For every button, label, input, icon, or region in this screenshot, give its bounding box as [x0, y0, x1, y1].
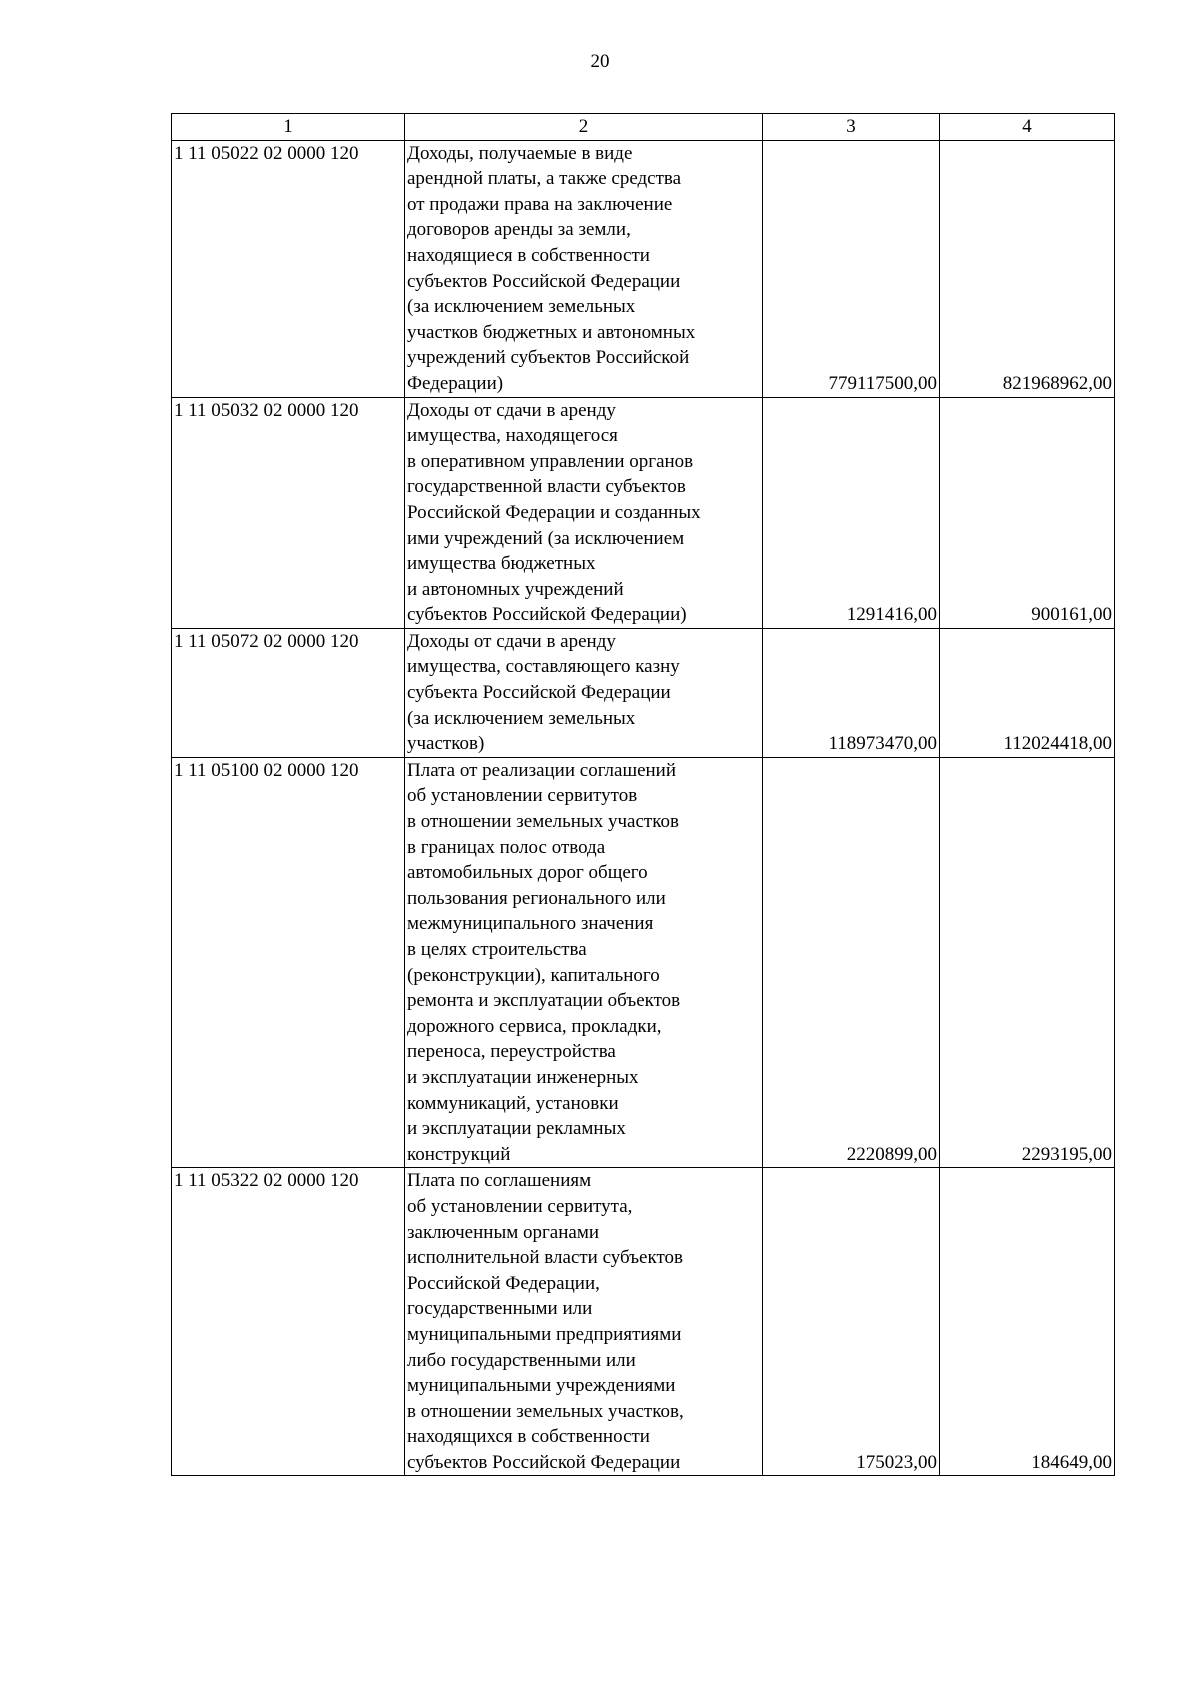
- revenue-name: Доходы от сдачи в аренду имущества, находящегося в оперативном управлении органов государственной власти субъектов Российской Федерации и созданных ими учреждений (за исключением имущества бюджетных и автономных учреждений субъектов Российской Федерации): [405, 397, 763, 628]
- column-header-3: 3: [763, 114, 940, 141]
- revenue-name: Плата от реализации соглашений об установлении сервитутов в отношении земельных участков в границах полос отвода автомобильных дорог общего пользования регионального или межмуниципального значения в целях строительства (реконструкции), капитального ремонта и эксплуатации объектов дорожного сервиса, прокладки, переноса, переустройства и эксплуатации инженерных коммуникаций, установки и эксплуатации рекламных конструкций: [405, 757, 763, 1168]
- amount-col4: 112024418,00: [940, 628, 1115, 757]
- table-row: [172, 1168, 1115, 1476]
- amount-col4: 821968962,00: [940, 140, 1115, 397]
- table-row: [172, 757, 1115, 1168]
- table-row: [172, 140, 1115, 397]
- revenue-code: 1 11 05032 02 0000 120: [172, 397, 405, 628]
- amount-col3: 2220899,00: [763, 757, 940, 1168]
- page-number: 20: [590, 51, 610, 72]
- table-row: [172, 397, 1115, 628]
- amount-col3: 175023,00: [763, 1168, 940, 1476]
- header-row: [172, 114, 1115, 141]
- revenue-name: Доходы от сдачи в аренду имущества, составляющего казну субъекта Российской Федерации (за исключением земельных участков): [405, 628, 763, 757]
- revenue-table: [171, 113, 1115, 1476]
- column-header-4: 4: [940, 114, 1115, 141]
- amount-col3: 1291416,00: [763, 397, 940, 628]
- revenue-code: 1 11 05072 02 0000 120: [172, 628, 405, 757]
- revenue-code: 1 11 05322 02 0000 120: [172, 1168, 405, 1476]
- table-body: [172, 140, 1115, 1476]
- amount-col4: 184649,00: [940, 1168, 1115, 1476]
- amount-col4: 900161,00: [940, 397, 1115, 628]
- revenue-name: Плата по соглашениям об установлении сервитута, заключенным органами исполнительной власти субъектов Российской Федерации, государственными или муниципальными предприятиями либо государственными или муниципальными учреждениями в отношении земельных участков, находящихся в собственности субъектов Российской Федерации: [405, 1168, 763, 1476]
- amount-col4: 2293195,00: [940, 757, 1115, 1168]
- table-header: [172, 114, 1115, 141]
- amount-col3: 118973470,00: [763, 628, 940, 757]
- column-header-2: 2: [405, 114, 763, 141]
- table-row: [172, 628, 1115, 757]
- amount-col3: 779117500,00: [763, 140, 940, 397]
- column-header-1: 1: [172, 114, 405, 141]
- revenue-code: 1 11 05100 02 0000 120: [172, 757, 405, 1168]
- revenue-code: 1 11 05022 02 0000 120: [172, 140, 405, 397]
- revenue-name: Доходы, получаемые в виде арендной платы, а также средства от продажи права на заключение договоров аренды за земли, находящиеся в собственности субъектов Российской Федерации (за исключением земельных участков бюджетных и автономных учреждений субъектов Российской Федерации): [405, 140, 763, 397]
